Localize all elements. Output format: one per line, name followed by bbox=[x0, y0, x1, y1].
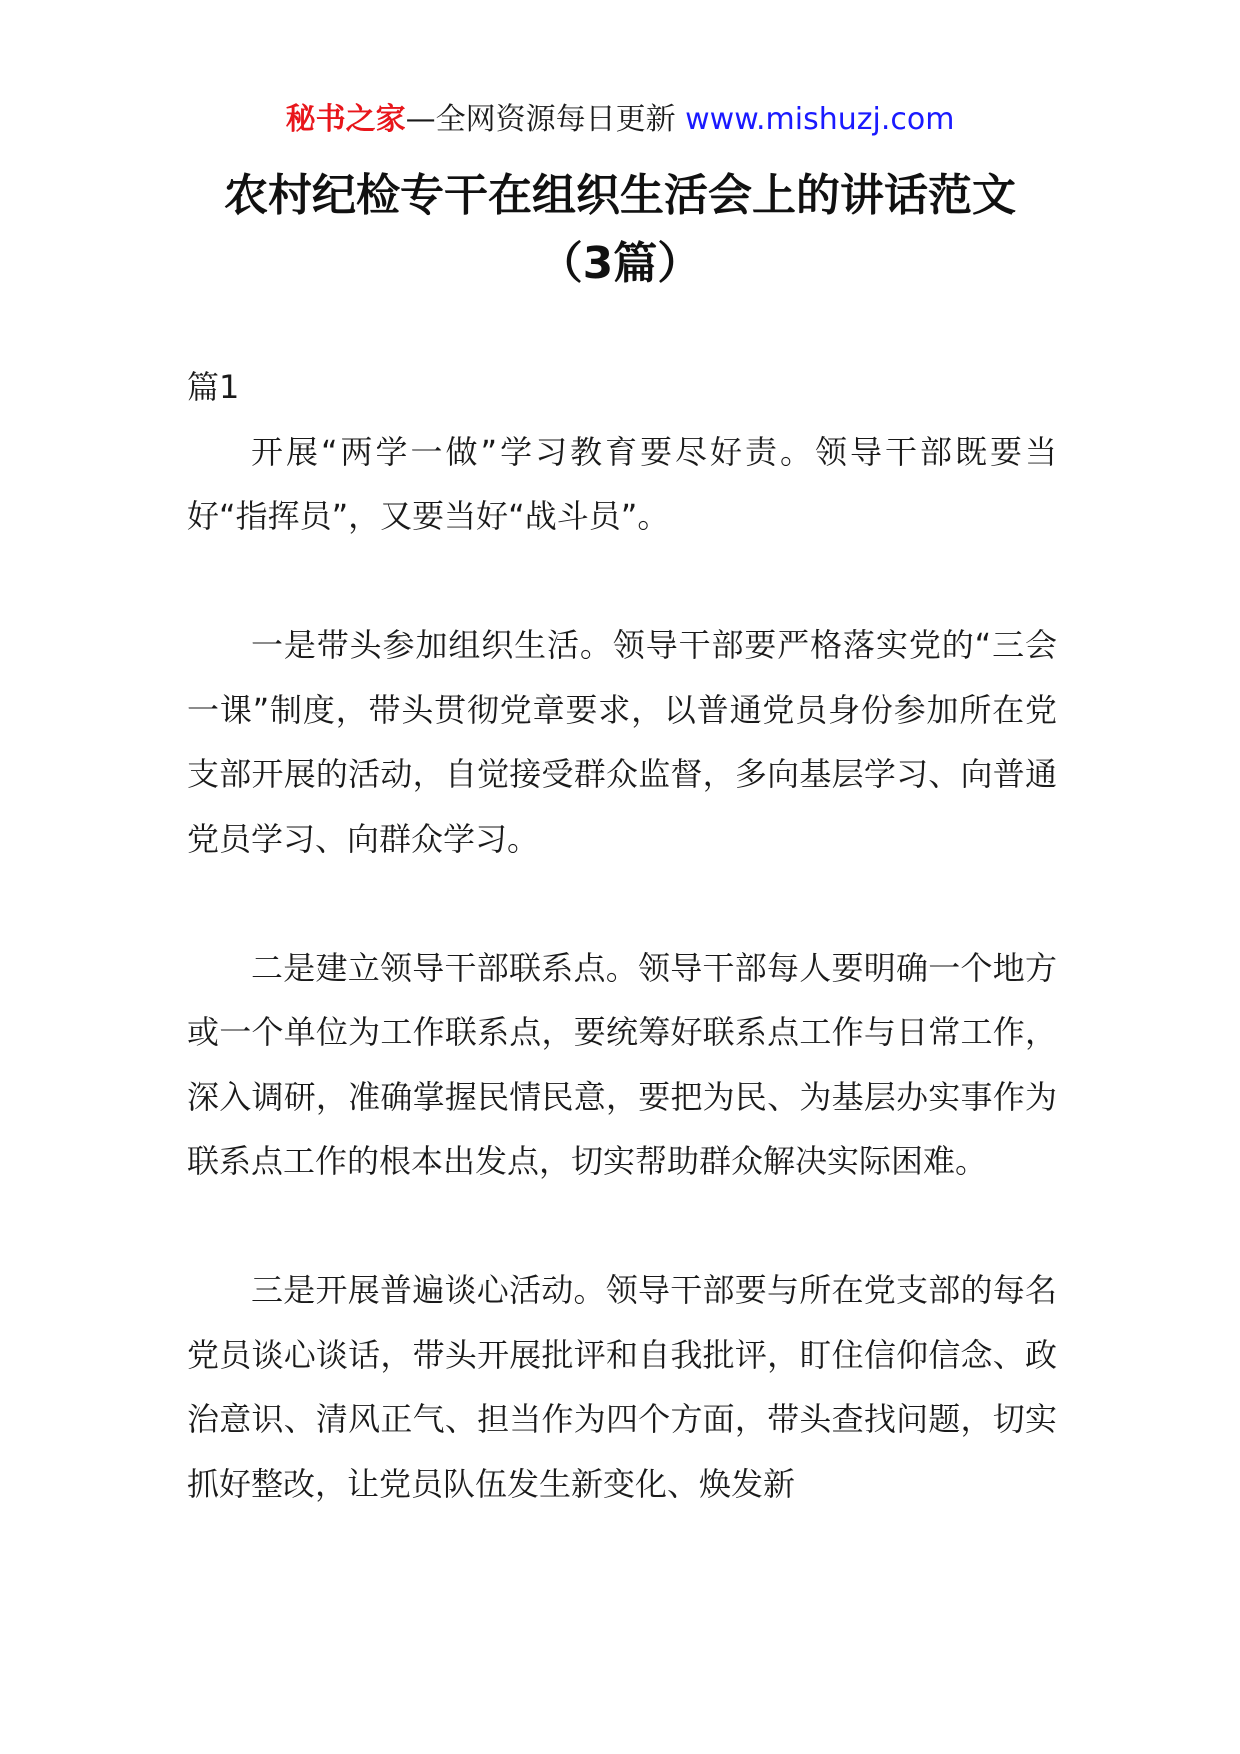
title-line-1: 农村纪检专干在组织生活会上的讲话范文 bbox=[224, 170, 1016, 221]
site-header bbox=[0, 100, 1240, 140]
document-body bbox=[187, 355, 1057, 1516]
title-line-2: （3篇） bbox=[538, 238, 702, 289]
paragraph-intro: 开展“两学一做”学习教育要尽好责。领导干部既要当好“指挥员”，又要当好“战斗员”。 bbox=[187, 432, 1057, 535]
section-label: 篇1 bbox=[187, 368, 240, 406]
document-title bbox=[120, 162, 1120, 298]
site-slogan: —全网资源每日更新 bbox=[405, 102, 676, 137]
paragraph-1: 一是带头参加组织生活。领导干部要严格落实党的“三会一课”制度，带头贯彻党章要求，以普通党员身份参加所在党支部开展的活动，自觉接受群众监督，多向基层学习、向普通党员学习、向群众学习。 bbox=[187, 626, 1057, 858]
paragraph-2: 二是建立领导干部联系点。领导干部每人要明确一个地方或一个单位为工作联系点，要统筹好联系点工作与日常工作，深入调研，准确掌握民情民意，要把为民、为基层办实事作为联系点工作的根本出发点，切实帮助群众解决实际困难。 bbox=[187, 948, 1057, 1180]
paragraph-3: 三是开展普遍谈心活动。领导干部要与所在党支部的每名党员谈心谈话，带头开展批评和自我批评，盯住信仰信念、政治意识、清风正气、担当作为四个方面，带头查找问题，切实抓好整改，让党员队伍发生新变化、焕发新 bbox=[187, 1271, 1057, 1503]
brand-name: 秘书之家 bbox=[285, 102, 406, 137]
site-url-link[interactable]: www.mishuzj.com bbox=[685, 102, 955, 137]
